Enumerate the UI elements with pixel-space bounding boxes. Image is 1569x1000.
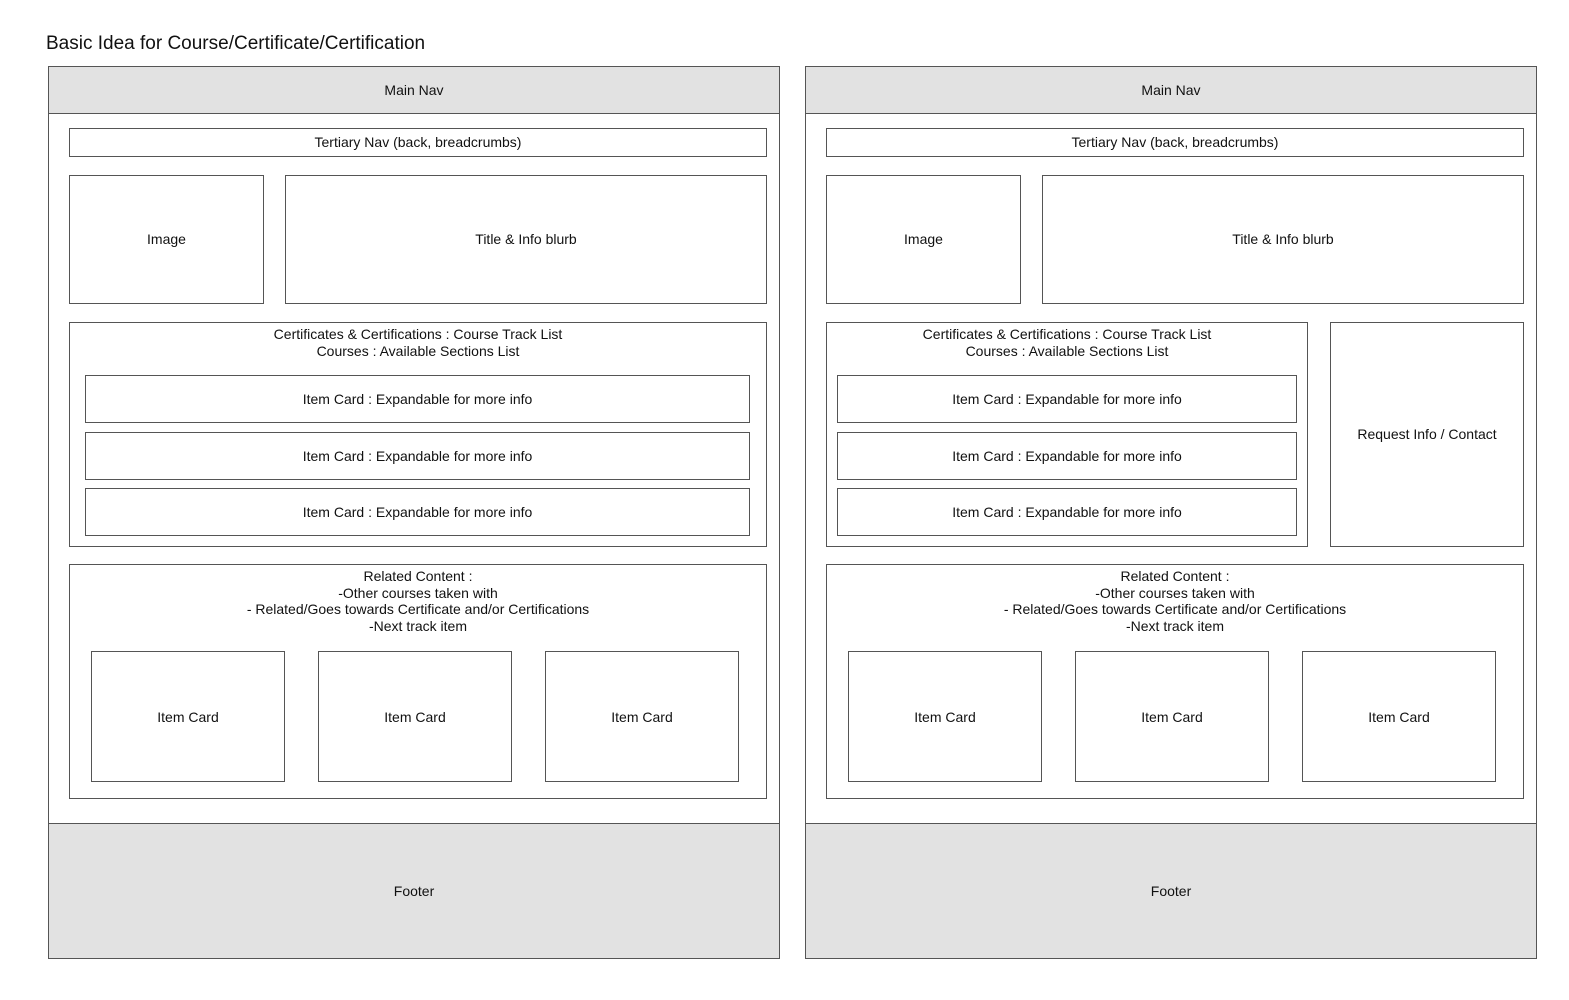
main-nav: Main Nav xyxy=(48,66,780,114)
related-line: - Related/Goes towards Certificate and/or Certifications xyxy=(1003,601,1347,617)
related-line: -Other courses taken with xyxy=(338,584,498,601)
footer: Footer xyxy=(48,823,780,959)
related-content-description xyxy=(827,568,1523,634)
course-track-list xyxy=(69,322,767,547)
related-line: -Next track item xyxy=(1125,617,1224,634)
expandable-item-card: Item Card : Expandable for more info xyxy=(837,375,1297,423)
related-item-card: Item Card xyxy=(1302,651,1496,782)
related-line: Related Content : xyxy=(1120,568,1230,584)
course-track-list xyxy=(826,322,1308,547)
expandable-item-card: Item Card : Expandable for more info xyxy=(85,488,750,536)
related-content-section xyxy=(69,564,767,799)
tertiary-nav: Tertiary Nav (back, breadcrumbs) xyxy=(826,128,1524,157)
related-line: Related Content : xyxy=(363,568,473,584)
page-title: Basic Idea for Course/Certificate/Certification xyxy=(46,33,426,54)
related-content-section xyxy=(826,564,1524,799)
related-item-card: Item Card xyxy=(545,651,739,782)
expandable-item-card: Item Card : Expandable for more info xyxy=(837,488,1297,536)
request-info-contact: Request Info / Contact xyxy=(1330,322,1524,547)
sections-heading-line: Courses : Available Sections List xyxy=(316,342,520,359)
sections-heading-line: Courses : Available Sections List xyxy=(965,342,1169,359)
related-line: - Related/Goes towards Certificate and/or Certifications xyxy=(246,601,590,617)
course-track-heading-line: Certificates & Certifications : Course Track List xyxy=(922,326,1212,342)
title-info-blurb: Title & Info blurb xyxy=(285,175,767,304)
course-track-heading-line: Certificates & Certifications : Course Track List xyxy=(273,326,563,342)
wireframe-layout-a xyxy=(48,66,780,959)
expandable-item-card: Item Card : Expandable for more info xyxy=(85,432,750,480)
main-nav: Main Nav xyxy=(805,66,1537,114)
expandable-item-card: Item Card : Expandable for more info xyxy=(85,375,750,423)
related-item-card: Item Card xyxy=(848,651,1042,782)
related-line: -Next track item xyxy=(368,617,467,634)
related-line: -Other courses taken with xyxy=(1095,584,1255,601)
course-track-heading xyxy=(70,326,766,359)
image-placeholder: Image xyxy=(69,175,264,304)
tertiary-nav: Tertiary Nav (back, breadcrumbs) xyxy=(69,128,767,157)
image-placeholder: Image xyxy=(826,175,1021,304)
expandable-item-card: Item Card : Expandable for more info xyxy=(837,432,1297,480)
related-item-card: Item Card xyxy=(318,651,512,782)
course-track-heading xyxy=(827,326,1307,359)
related-content-description xyxy=(70,568,766,634)
title-info-blurb: Title & Info blurb xyxy=(1042,175,1524,304)
related-item-card: Item Card xyxy=(91,651,285,782)
footer: Footer xyxy=(805,823,1537,959)
wireframe-layout-b xyxy=(805,66,1537,959)
related-item-card: Item Card xyxy=(1075,651,1269,782)
